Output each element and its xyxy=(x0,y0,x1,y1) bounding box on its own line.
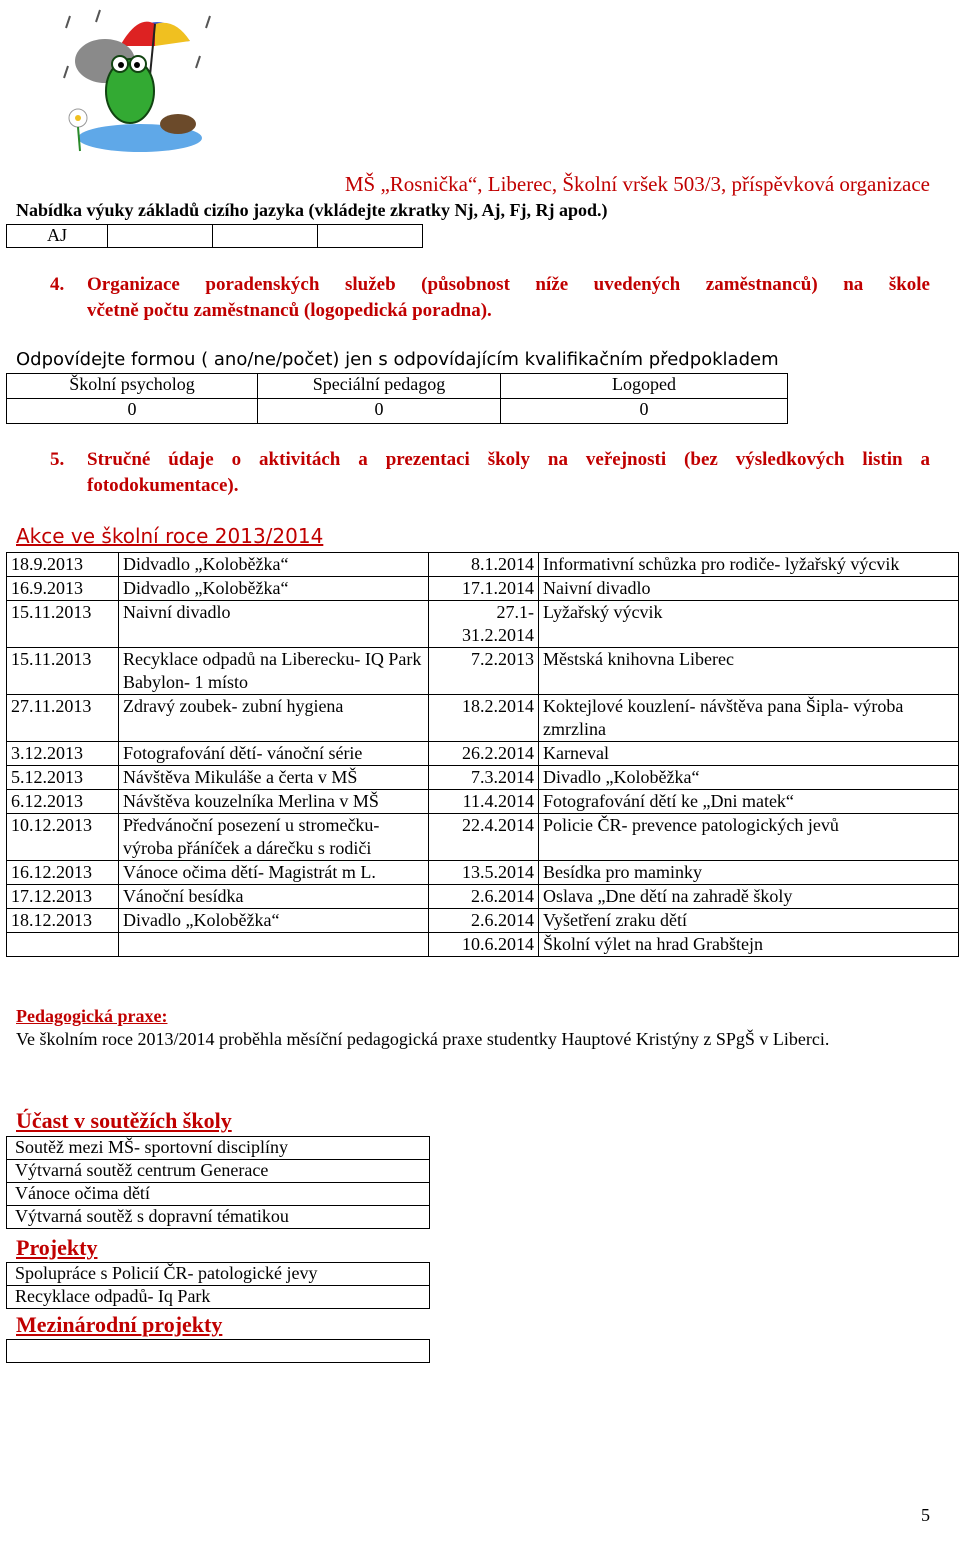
event-row xyxy=(7,601,959,648)
section-5-heading xyxy=(50,447,930,499)
events-table xyxy=(6,552,959,957)
event-name: Lyžařský výcvik xyxy=(539,601,959,648)
projects-heading: Projekty xyxy=(16,1235,98,1260)
event-date: 17.12.2013 xyxy=(7,885,119,909)
lang-cell xyxy=(318,225,423,248)
event-name: Fotografování dětí- vánoční série xyxy=(119,742,429,766)
event-date: 17.1.2014 xyxy=(429,577,539,601)
projects-table xyxy=(6,1262,430,1309)
event-row xyxy=(7,909,959,933)
event-name: Informativní schůzka pro rodiče- lyžařský výcvik xyxy=(539,553,959,577)
section-4-line1: Organizace poradenských služeb (působnost níže uvedených zaměstnanců) na škole xyxy=(87,274,930,295)
staff-header: Speciální pedagog xyxy=(258,374,501,399)
event-row xyxy=(7,648,959,695)
event-date: 27.11.2013 xyxy=(7,695,119,742)
event-name: Besídka pro maminky xyxy=(539,861,959,885)
staff-value: 0 xyxy=(501,399,788,424)
event-date: 18.2.2014 xyxy=(429,695,539,742)
event-date: 13.5.2014 xyxy=(429,861,539,885)
event-name: Oslava „Dne dětí na zahradě školy xyxy=(539,885,959,909)
section-4-heading xyxy=(50,272,930,324)
event-name: Policie ČR- prevence patologických jevů xyxy=(539,814,959,861)
list-item: Výtvarná soutěž s dopravní tématikou xyxy=(7,1206,430,1229)
language-table xyxy=(6,224,423,248)
list-item: Recyklace odpadů- Iq Park xyxy=(7,1286,430,1309)
event-name: Školní výlet na hrad Grabštejn xyxy=(539,933,959,957)
event-name: Návštěva kouzelníka Merlina v MŠ xyxy=(119,790,429,814)
international-projects-heading: Mezinárodní projekty xyxy=(16,1312,223,1337)
event-date: 15.11.2013 xyxy=(7,648,119,695)
event-name: Vánoční besídka xyxy=(119,885,429,909)
event-name: Didvadlo „Koloběžka“ xyxy=(119,553,429,577)
answer-instructions: Odpovídejte formou ( ano/ne/počet) jen s odpovídajícím kvalifikačním předpokladem xyxy=(16,349,779,370)
events-heading: Akce ve školní roce 2013/2014 xyxy=(16,524,324,548)
event-date: 16.9.2013 xyxy=(7,577,119,601)
praxe-text: Ve školním roce 2013/2014 proběhla měsíční pedagogická praxe studentky Hauptové Kristýny z SPgŠ v Liberci. xyxy=(16,1029,830,1049)
organization-title: MŠ „Rosnička“, Liberec, Školní vršek 503/3, příspěvková organizace xyxy=(344,172,930,196)
event-name: Divadlo „Koloběžka“ xyxy=(539,766,959,790)
event-date: 2.6.2014 xyxy=(429,909,539,933)
staff-value: 0 xyxy=(258,399,501,424)
event-name: Vyšetření zraku dětí xyxy=(539,909,959,933)
list-item: Výtvarná soutěž centrum Generace xyxy=(7,1160,430,1183)
event-name: Divadlo „Koloběžka“ xyxy=(119,909,429,933)
event-row xyxy=(7,790,959,814)
event-date xyxy=(7,933,119,957)
staff-header: Logoped xyxy=(501,374,788,399)
list-item: Spolupráce s Policií ČR- patologické jevy xyxy=(7,1263,430,1286)
event-name: Předvánoční posezení u stromečku- výroba přáníček a dárečku s rodiči xyxy=(119,814,429,861)
event-date: 2.6.2014 xyxy=(429,885,539,909)
event-date: 10.12.2013 xyxy=(7,814,119,861)
section-5-number: 5. xyxy=(50,449,65,470)
language-offer-label: Nabídka výuky základů cizího jazyka (vkládejte zkratky Nj, Aj, Fj, Rj apod.) xyxy=(16,200,608,220)
event-date: 18.12.2013 xyxy=(7,909,119,933)
event-name: Recyklace odpadů na Liberecku- IQ Park Babylon- 1 místo xyxy=(119,648,429,695)
list-item: Soutěž mezi MŠ- sportovní disciplíny xyxy=(7,1137,430,1160)
competitions-table xyxy=(6,1136,430,1229)
counseling-staff-table xyxy=(6,373,788,424)
frog-umbrella-logo xyxy=(60,6,220,166)
section-5-line1: Stručné údaje o aktivitách a prezentaci školy na veřejnosti (bez výsledkových listin a xyxy=(87,449,930,470)
event-name: Fotografování dětí ke „Dni matek“ xyxy=(539,790,959,814)
event-date: 6.12.2013 xyxy=(7,790,119,814)
international-projects-table xyxy=(6,1339,430,1363)
event-row xyxy=(7,553,959,577)
event-date: 27.1-31.2.2014 xyxy=(429,601,539,648)
event-name: Naivní divadlo xyxy=(119,601,429,648)
praxe-heading: Pedagogická praxe: xyxy=(16,1006,168,1026)
event-date: 3.12.2013 xyxy=(7,742,119,766)
event-name: Karneval xyxy=(539,742,959,766)
event-name xyxy=(119,933,429,957)
event-row xyxy=(7,861,959,885)
list-item: Vánoce očima dětí xyxy=(7,1183,430,1206)
event-name: Vánoce očima dětí- Magistrát m L. xyxy=(119,861,429,885)
event-name: Návštěva Mikuláše a čerta v MŠ xyxy=(119,766,429,790)
page-number: 5 xyxy=(921,1505,930,1525)
event-name: Didvadlo „Koloběžka“ xyxy=(119,577,429,601)
event-date: 15.11.2013 xyxy=(7,601,119,648)
event-name: Naivní divadlo xyxy=(539,577,959,601)
event-date: 22.4.2014 xyxy=(429,814,539,861)
event-row xyxy=(7,814,959,861)
competitions-heading: Účast v soutěžích školy xyxy=(16,1108,232,1133)
event-date: 26.2.2014 xyxy=(429,742,539,766)
lang-cell xyxy=(108,225,213,248)
event-name: Městská knihovna Liberec xyxy=(539,648,959,695)
event-date: 11.4.2014 xyxy=(429,790,539,814)
event-row xyxy=(7,885,959,909)
section-5-line2: fotodokumentace). xyxy=(87,475,239,496)
section-4-line2: včetně počtu zaměstnanců (logopedická poradna). xyxy=(87,300,492,321)
staff-header: Školní psycholog xyxy=(7,374,258,399)
event-row xyxy=(7,933,959,957)
event-date: 16.12.2013 xyxy=(7,861,119,885)
lang-cell: AJ xyxy=(7,225,108,248)
event-date: 8.1.2014 xyxy=(429,553,539,577)
event-row xyxy=(7,766,959,790)
event-row xyxy=(7,695,959,742)
list-item xyxy=(7,1340,430,1363)
event-date: 7.3.2014 xyxy=(429,766,539,790)
event-name: Zdravý zoubek- zubní hygiena xyxy=(119,695,429,742)
event-date: 5.12.2013 xyxy=(7,766,119,790)
event-row xyxy=(7,577,959,601)
event-date: 7.2.2013 xyxy=(429,648,539,695)
event-row xyxy=(7,742,959,766)
section-4-number: 4. xyxy=(50,274,65,295)
lang-cell xyxy=(213,225,318,248)
event-date: 10.6.2014 xyxy=(429,933,539,957)
event-date: 18.9.2013 xyxy=(7,553,119,577)
event-name: Koktejlové kouzlení- návštěva pana Šipla- výroba zmrzlina xyxy=(539,695,959,742)
staff-value: 0 xyxy=(7,399,258,424)
